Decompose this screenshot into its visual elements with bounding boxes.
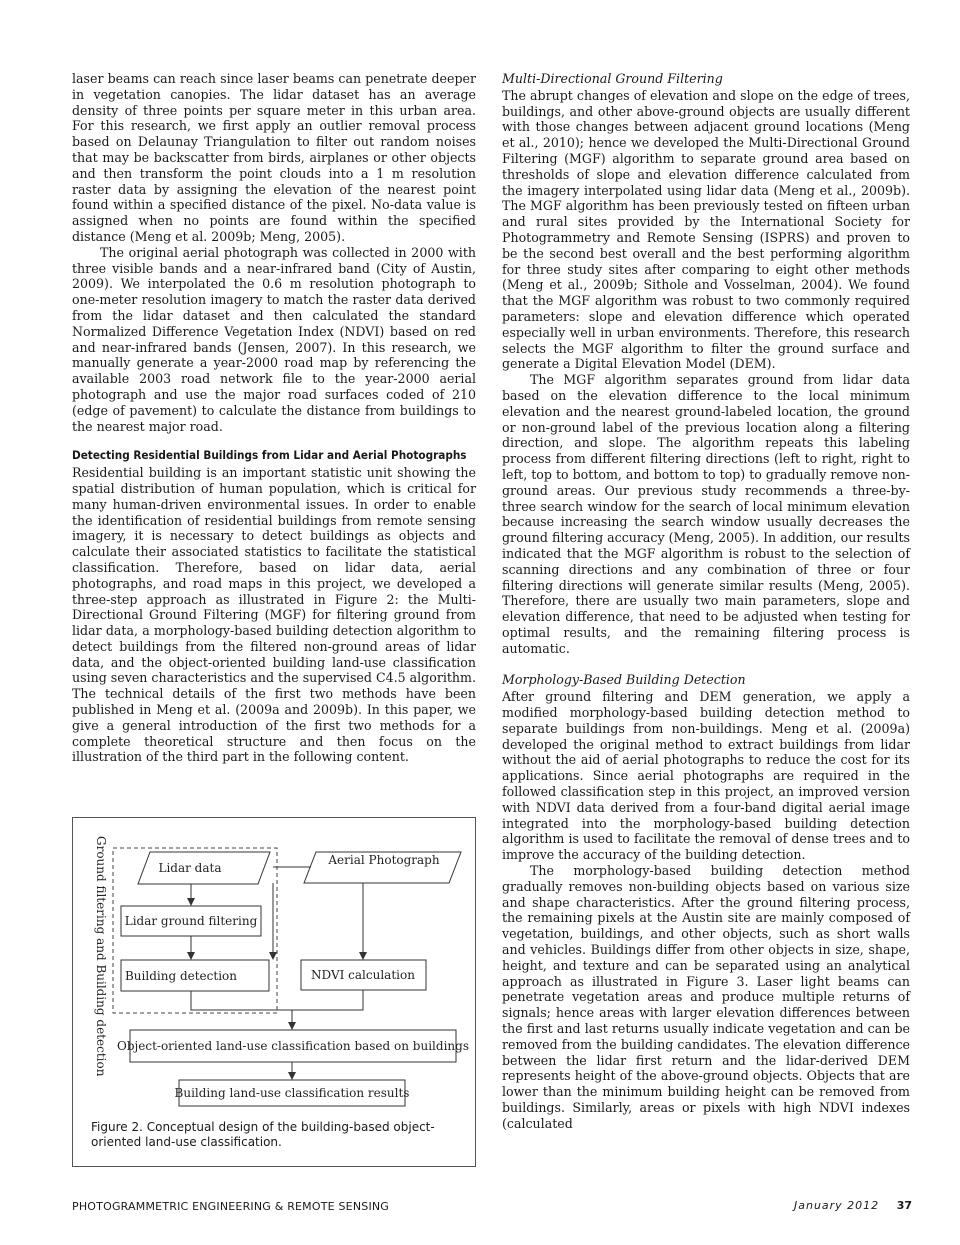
object-oriented-classification-label: Object-oriented land-use classification based on buildings — [117, 1039, 469, 1053]
right-paragraph-1: The abrupt changes of elevation and slope on the edge of trees, buildings, and other above-ground objects are usually different with those changes between adjacent ground locations (Meng et al., 2010); hence we developed the Multi-Directional Ground Filtering (MGF) algorithm to separate ground area based on thresholds of slope and elevation difference calculated from the imagery interpolated using lidar data (Meng et al., 2009b). The MGF algorithm has been previously tested on fifteen urban and rural sites provided by the International Society for Photogrammetry and Remote Sensing (ISPRS) and proven to be the second best overall and the best performing algorithm for three study sites after comparing to eight other methods (Meng et al., 2009b; Sithole and Vosselman, 2004). We found that the MGF algorithm was robust to two commonly required parameters: slope and elevation difference which operated especially well in urban environments. Therefore, this research selects the MGF algorithm to filter the ground surface and generate a Digital Elevation Model (DEM). — [502, 87, 910, 372]
building-detection-label: Building detection — [124, 969, 238, 983]
classification-results-label: Building land-use classification results — [174, 1086, 410, 1100]
right-paragraph-4: The morphology-based building detection method gradually removes non-building objects based on various size and shape characteristics. After the ground filtering process, the remaining pixels at the Austin site are mainly composed of vegetation, buildings, and other objects, such as short walls and vehicles. Buildings differ from other objects in size, shape, height, and texture and can be separated using an analytical approach as illustrated in Figure 3. Laser light beams can penetrate vegetation areas and produce multiple returns of signals; hence areas with larger elevation differences between the first and last returns usually indicate vegetation and can be removed from the building candidates. The elevation difference between the lidar first return and the lidar-derived DEM represents height of the above-ground objects. Objects that are lower than the minimum building height can be removed from buildings. Similarly, areas or pixels with high NDVI indexes (calculated — [502, 863, 910, 1131]
lidar-ground-filtering-label: Lidar ground filtering — [124, 914, 258, 928]
figure-caption: Figure 2. Conceptual design of the building-based object-oriented land-use classification. — [91, 1120, 435, 1149]
left-paragraph-3: Residential building is an important statistic unit showing the spatial distribution of human population, which is critical for many human-driven environmental issues. In order to enable the identification of residential buildings from remote sensing imagery, it is necessary to detect buildings as objects and calculate their associated statistics to facilitate the statistical classification. Therefore, based on lidar data, aerial photographs, and road maps in this project, we developed a three-step approach as illustrated in Figure 2: the Multi-Directional Ground Filtering (MGF) for filtering ground from lidar data, a morphology-based building detection algorithm to detect buildings from the filtered non-ground areas of lidar data, and the object-oriented building land-use classification using seven characteristics and the supervised C4.5 algorithm. The technical details of the first two methods have been published in Meng et al. (2009a and 2009b). In this paper, we give a general introduction of the first two methods for a complete theoretical structure and then focus on the illustration of the third part in the following content. — [72, 465, 476, 765]
subheading-morphology: Morphology-Based Building Detection — [502, 672, 746, 688]
footer-right — [794, 1199, 912, 1212]
connector-ndvi-merge — [292, 990, 363, 1010]
side-label: Ground filtering and Building detection — [94, 836, 108, 1077]
left-paragraph-1: laser beams can reach since laser beams can penetrate deeper in vegetation canopies. The lidar dataset has an average density of three points per square meter in this urban area. For this research, we first apply an outlier removal process based on Delaunay Triangulation to filter out random noises that may be backscatter from birds, airplanes or other objects and then transform the point clouds into a 1 m resolution raster data by assigning the elevation of the nearest point found within a specified distance of the pixel. No-data value is assigned when no points are found within the specified distance (Meng et al. 2009b; Meng, 2005). — [72, 71, 476, 244]
aerial-photograph-label: Aerial Photograph — [328, 853, 440, 867]
subheading-mgf: Multi-Directional Ground Filtering — [502, 71, 723, 86]
lidar-data-label: Lidar data — [158, 861, 222, 875]
section-heading: Detecting Residential Buildings from Lidar and Aerial Photographs — [72, 448, 467, 463]
flowchart-diagram — [73, 818, 477, 1168]
left-column — [72, 71, 476, 765]
right-paragraph-2: The MGF algorithm separates ground from lidar data based on the elevation difference to the local minimum elevation and the nearest ground-labeled location, the ground or non-ground label of the previous location along a filtering direction, and slope. The algorithm repeats this labeling process from different filtering directions (left to right, right to left, top to bottom, and bottom to top) to gradually remove non-ground areas. Our previous study recommends a three-by-three search window for the search of local minimum elevation because increasing the search window usually decreases the ground filtering accuracy (Meng, 2005). In addition, our results indicated that the MGF algorithm is robust to the selection of scanning directions and any combination of three or four filtering directions will generate similar results (Meng, 2005). Therefore, there are usually two main parameters, slope and elevation difference, that need to be adjusted when testing for optimal results, and the remaining filtering process is automatic. — [502, 372, 910, 656]
right-column — [502, 71, 910, 1132]
figure-2 — [72, 817, 476, 1167]
left-paragraph-2: The original aerial photograph was collected in 2000 with three visible bands and a near-infrared band (City of Austin, 2009). We interpolated the 0.6 m resolution photograph to one-meter resolution imagery to match the raster data derived from the lidar dataset and then calculated the standard Normalized Difference Vegetation Index (NDVI) based on red and near-infrared bands (Jensen, 2007). In this research, we manually generate a year-2000 road map by referencing the available 2003 road network file to the year-2000 aerial photograph and use the major road surfaces coded of 210 (edge of pavement) to calculate the distance from buildings to the nearest major road. — [72, 244, 476, 434]
ndvi-calculation-label: NDVI calculation — [311, 968, 415, 982]
footer-journal: PHOTOGRAMMETRIC ENGINEERING & REMOTE SENSING — [72, 1200, 390, 1213]
page-number: 37 — [896, 1199, 912, 1212]
right-paragraph-3: After ground filtering and DEM generation, we apply a modified morphology-based building detection method to separate buildings from non-buildings. Meng et al. (2009a) developed the original method to extract buildings from lidar without the aid of aerial photographs to reduce the cost for its applications. Since aerial photographs are required in the followed classification step in this project, an improved version with NDVI data derived from a four-band digital aerial image integrated into the morphology-based building detection algorithm is used to facilitate the removal of dense trees and to improve the accuracy of the building detection. — [502, 689, 910, 863]
footer-date: January 2012 — [793, 1199, 880, 1212]
